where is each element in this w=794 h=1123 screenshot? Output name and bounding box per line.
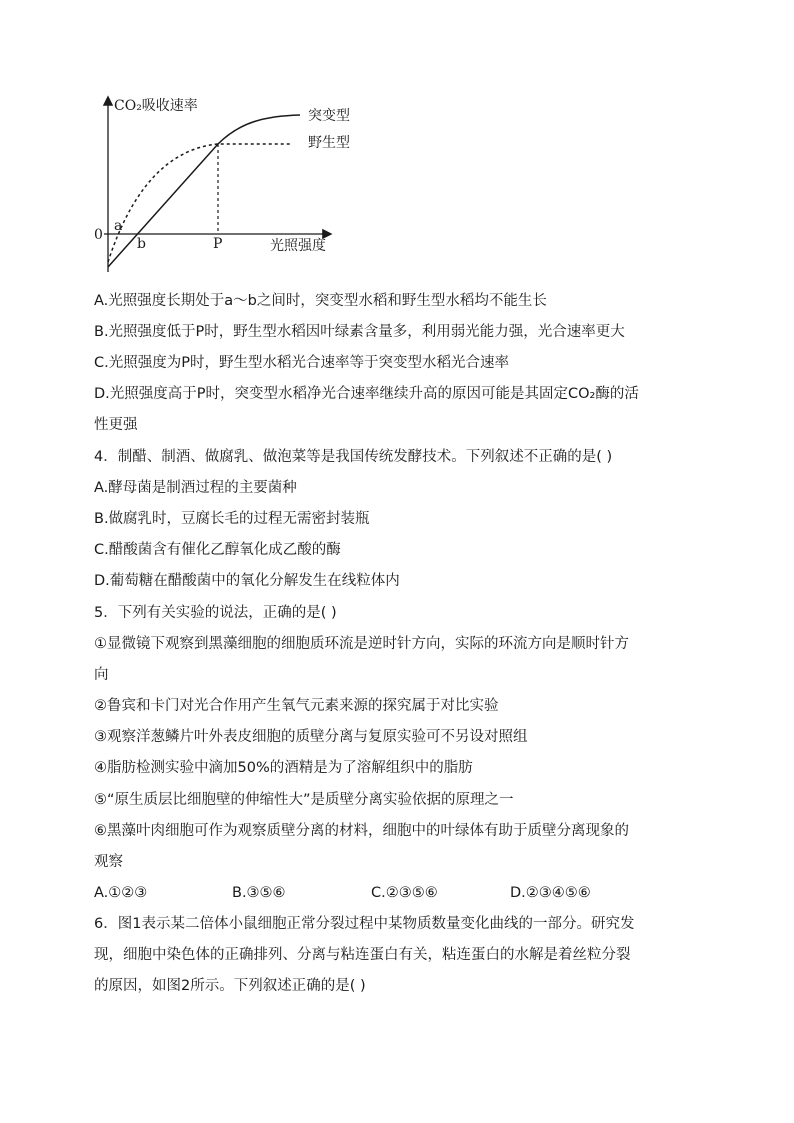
- co2-absorption-graph: [90, 94, 380, 279]
- q5-statement-1-cont: 向: [94, 667, 109, 683]
- q6-stem-line-3: 的原因，如图2所示。下列叙述正确的是( ): [94, 978, 366, 994]
- q6-stem-line-1: 6．图1表示某二倍体小鼠细胞正常分裂过程中某物质数量变化曲线的一部分。研究发: [94, 916, 635, 932]
- q4-option-a: A.酵母菌是制酒过程的主要菌种: [94, 480, 297, 496]
- mutant-label: 突变型: [308, 108, 350, 124]
- q3-option-d: D.光照强度高于P时，突变型水稻净光合速率继续升高的原因可能是其固定CO₂酶的活: [94, 386, 639, 402]
- origin-label: 0: [94, 227, 103, 243]
- point-b-label: b: [137, 236, 146, 252]
- q3-option-b: B.光照强度低于P时，野生型水稻因叶绿素含量多，利用弱光能力强，光合速率更大: [94, 324, 625, 340]
- q3-option-a: A.光照强度长期处于a～b之间时，突变型水稻和野生型水稻均不能生长: [94, 293, 547, 309]
- q5-statement-1: ①显微镜下观察到黑藻细胞的细胞质环流是逆时针方向，实际的环流方向是顺时针方: [94, 636, 629, 652]
- q4-option-c: C.醋酸菌含有催化乙醇氧化成乙酸的酶: [94, 542, 341, 558]
- wild-type-curve: [108, 144, 290, 262]
- q5-statement-3: ③观察洋葱鳞片叶外表皮细胞的质壁分离与复原实验可不另设对照组: [94, 729, 528, 745]
- q4-stem: 4．制醋、制酒、做腐乳、做泡菜等是我国传统发酵技术。下列叙述不正确的是( ): [94, 449, 613, 465]
- q4-option-b: B.做腐乳时，豆腐长毛的过程无需密封装瓶: [94, 511, 370, 527]
- q5-statement-2: ②鲁宾和卡门对光合作用产生氧气元素来源的探究属于对比实验: [94, 698, 499, 714]
- q5-stem: 5．下列有关实验的说法，正确的是( ): [94, 605, 337, 621]
- q5-option-b: B.③⑤⑥: [232, 885, 286, 901]
- wild-type-label: 野生型: [308, 135, 350, 151]
- x-axis-label: 光照强度: [270, 238, 326, 254]
- q3-option-d-cont: 性更强: [94, 417, 138, 433]
- q5-option-d: D.②③④⑤⑥: [510, 885, 591, 901]
- q5-statement-4: ④脂肪检测实验中滴加50%的酒精是为了溶解组织中的脂肪: [94, 760, 473, 776]
- point-p-label: P: [213, 236, 223, 252]
- q5-statement-6: ⑥黑藻叶肉细胞可作为观察质壁分离的材料，细胞中的叶绿体有助于质壁分离现象的: [94, 823, 629, 839]
- q3-option-c: C.光照强度为P时，野生型水稻光合速率等于突变型水稻光合速率: [94, 355, 509, 371]
- q6-stem-line-2: 现，细胞中染色体的正确排列、分离与粘连蛋白有关，粘连蛋白的水解是着丝粒分裂: [94, 947, 631, 963]
- q4-option-d: D.葡萄糖在醋酸菌中的氧化分解发生在线粒体内: [94, 573, 400, 589]
- q5-statement-6-cont: 观察: [94, 854, 123, 870]
- point-a-label: a: [114, 218, 123, 234]
- q5-option-c: C.②③⑤⑥: [371, 885, 438, 901]
- q5-option-a: A.①②③: [94, 885, 148, 901]
- y-axis-label: CO₂吸收速率: [114, 98, 198, 114]
- q5-statement-5: ⑤“原生质层比细胞壁的伸缩性大”是质壁分离实验依据的原理之一: [94, 792, 514, 808]
